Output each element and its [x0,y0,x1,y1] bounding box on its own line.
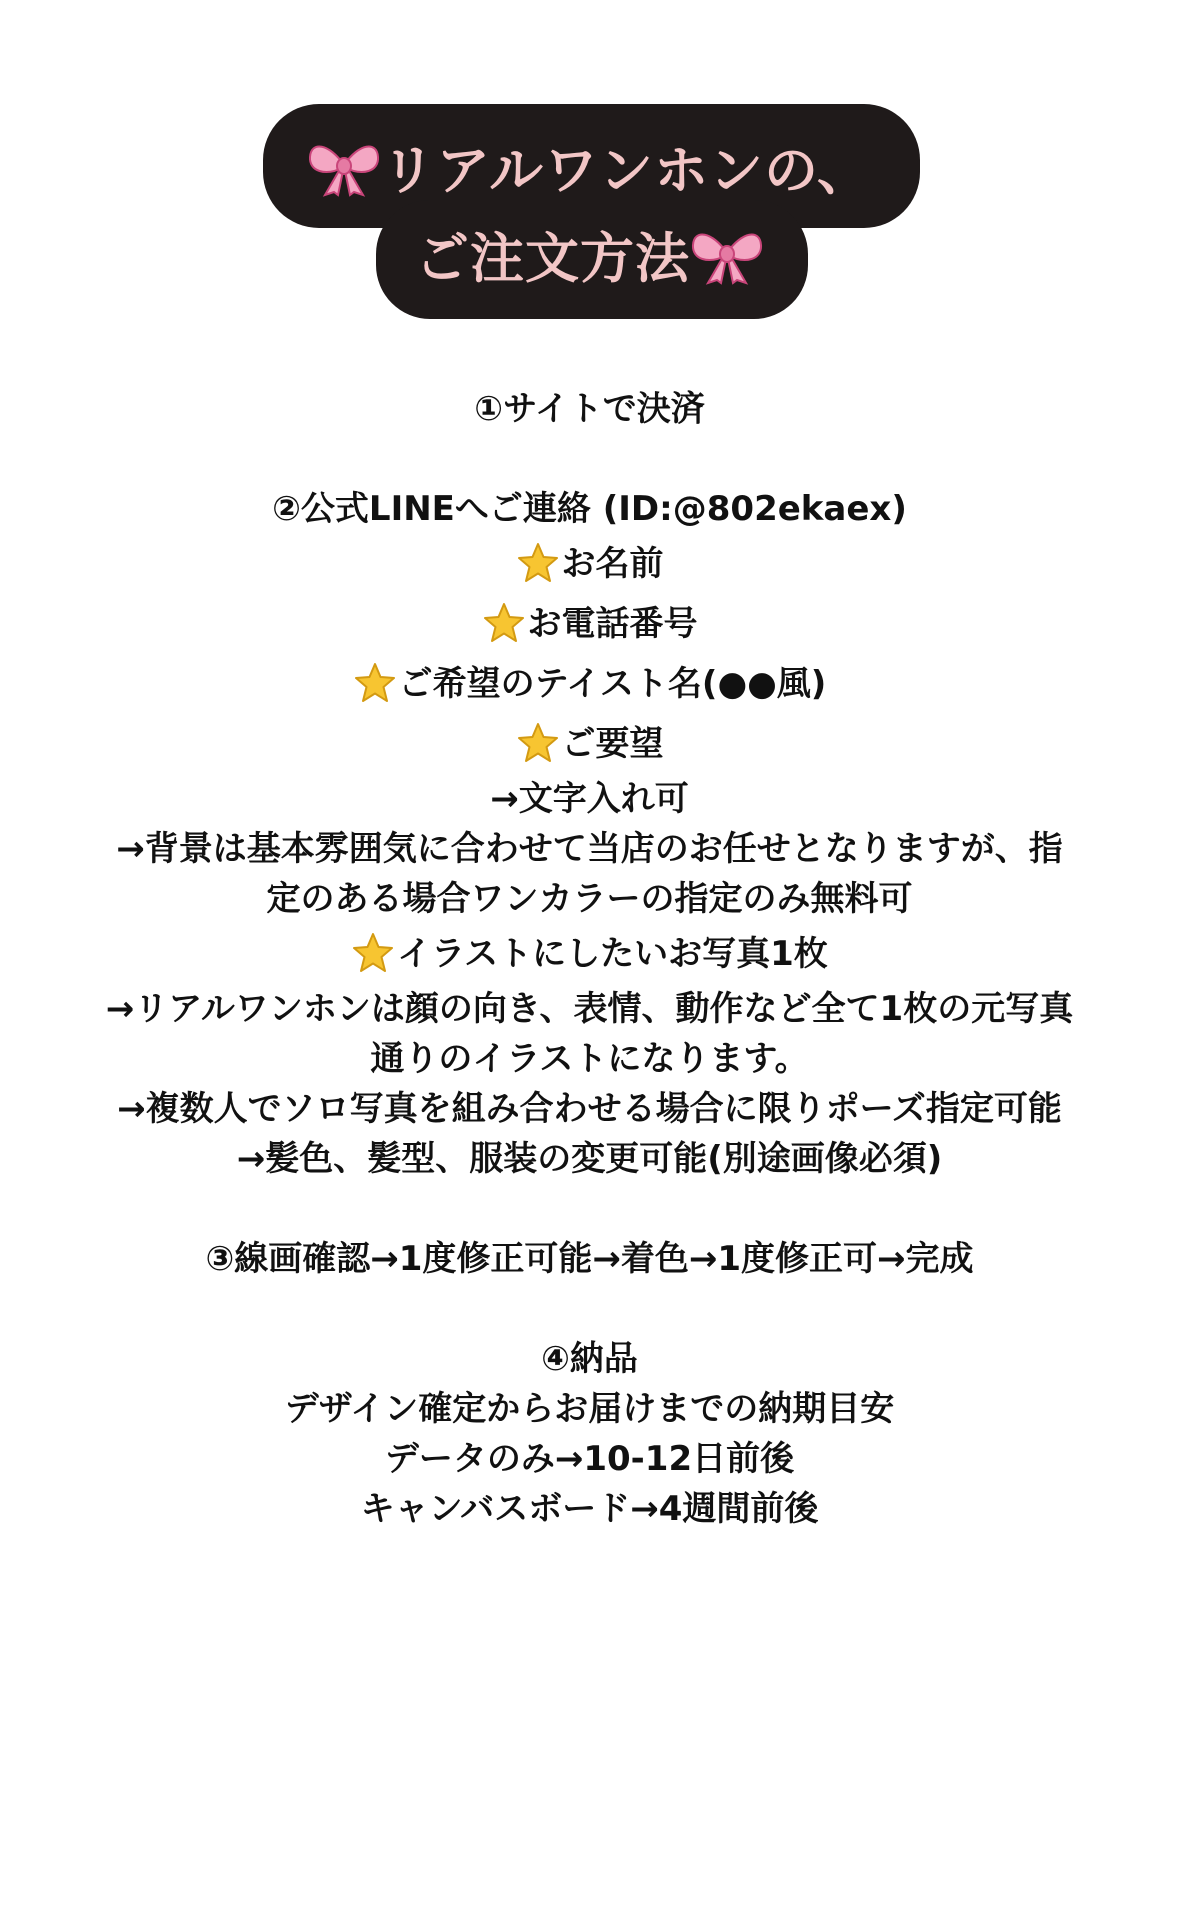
ribbon-bow-icon [307,137,381,197]
step-2-heading: ②公式LINEへご連絡 (ID:@802ekaex) [272,489,907,529]
photo-note: →髪色、髪型、服装の変更可能(別途画像必須) [236,1139,943,1179]
list-item [0,924,1179,984]
delivery-line: データのみ→10-12日前後 [384,1439,795,1479]
request-note: 定のある場合ワンカラーの指定のみ無料可 [266,879,913,919]
list-item [0,534,1179,594]
request-note: →背景は基本雰囲気に合わせて当店のお任せとなりますが、指 [116,829,1063,869]
item-photo: イラストにしたいお写真1枚 [397,934,828,974]
photo-note: →リアルワンホンは顔の向き、表情、動作など全て1枚の元写真 [105,989,1074,1029]
title-line-1 [0,128,1179,205]
photo-note: →複数人でソロ写真を組み合わせる場合に限りポーズ指定可能 [117,1089,1062,1129]
star-icon [482,601,526,645]
item-phone: お電話番号 [527,604,698,644]
delivery-line: デザイン確定からお届けまでの納期目安 [284,1389,895,1429]
delivery-line: キャンバスボード→4週間前後 [360,1489,819,1529]
title-text-1: リアルワンホンの、 [381,139,872,202]
list-item [0,654,1179,714]
title-line-2 [0,216,1179,293]
star-icon [353,661,397,705]
item-request: ご要望 [561,724,664,764]
ribbon-bow-icon [690,225,764,285]
title-text-2: ご注文方法 [415,227,690,290]
step-4-heading: ④納品 [541,1339,638,1379]
step-3-text: ③線画確認→1度修正可能→着色→1度修正可→完成 [205,1239,974,1279]
star-icon [516,721,560,765]
list-item [0,594,1179,654]
order-steps [0,384,1179,1534]
star-icon [516,541,560,585]
item-taste: ご希望のテイスト名(●●風) [398,664,827,704]
item-name: お名前 [561,544,664,584]
star-icon [351,931,395,975]
list-item [0,714,1179,774]
step-1-text: ①サイトで決済 [474,389,705,429]
photo-note: 通りのイラストになります。 [370,1039,809,1079]
request-note: →文字入れ可 [490,779,689,819]
title-banner [0,104,1179,319]
